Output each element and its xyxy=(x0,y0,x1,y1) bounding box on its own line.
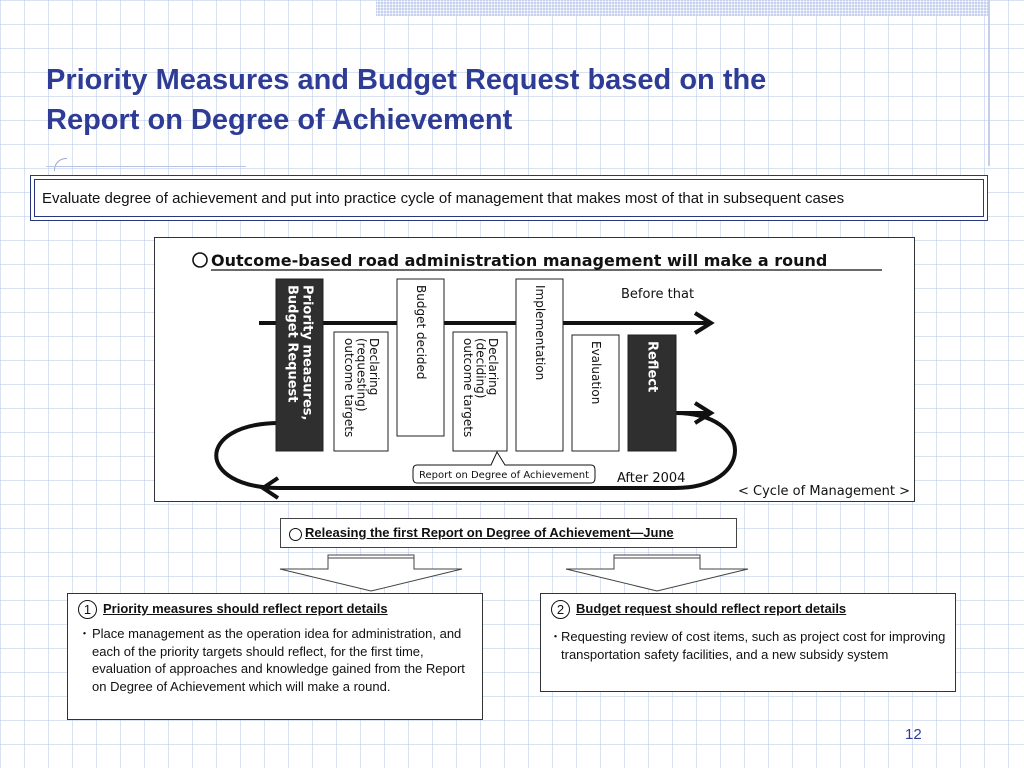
title-underline xyxy=(46,166,246,167)
decorative-line xyxy=(988,0,990,166)
panel-1-heading-text: Priority measures should reflect report details xyxy=(103,600,388,616)
panel-1-number: 1 xyxy=(78,600,97,619)
panel-2-body xyxy=(549,628,947,663)
cycle-step-label: Reflect xyxy=(644,341,660,393)
panel-2-bullet: ・ xyxy=(549,629,563,644)
panel-priority-measures xyxy=(67,593,483,720)
before-label: Before that xyxy=(621,287,695,302)
panel-1-body xyxy=(78,625,473,695)
panel-1-heading xyxy=(78,600,388,619)
title-line-1: Priority Measures and Budget Request based on the xyxy=(46,64,767,96)
panel-2-text: Requesting review of cost items, such as project cost for improving transportation safety facilities, and a new subsidy system xyxy=(561,629,946,662)
cycle-step-label: outcome targets xyxy=(461,338,475,438)
down-arrow-left-icon xyxy=(276,553,466,593)
report-bubble-text: Report on Degree of Achievement xyxy=(419,470,590,481)
title-line-2: Report on Degree of Achievement xyxy=(46,104,513,136)
page-number: 12 xyxy=(905,726,922,743)
summary-banner xyxy=(30,175,988,221)
cycle-step-label: Budget Request xyxy=(284,285,300,403)
decorative-band xyxy=(376,0,988,16)
decorative-curl xyxy=(54,158,67,171)
cycle-caption: < Cycle of Management > xyxy=(738,484,911,499)
cycle-step-label: Declaring xyxy=(486,338,500,396)
release-text: Releasing the first Report on Degree of Achievement—June xyxy=(305,525,674,540)
cycle-step-label: Evaluation xyxy=(589,341,603,405)
panel-1-text: Place management as the operation idea for administration, and each of the priority targets should reflect, for the first time, evaluation of approaches and knowledge gained from the Report on Degree of Achievement which will make a round. xyxy=(92,626,465,694)
slide-title xyxy=(46,60,946,140)
cycle-step-label: Priority measures, xyxy=(299,285,315,421)
release-box xyxy=(280,518,737,548)
cycle-step-label: outcome targets xyxy=(342,338,356,438)
release-circle-icon xyxy=(289,528,302,541)
cycle-step-label: Declaring xyxy=(367,338,381,396)
cycle-step-label: (deciding) xyxy=(473,338,488,399)
after-label: After 2004 xyxy=(617,471,686,486)
down-arrow-right-icon xyxy=(562,553,752,593)
cycle-diagram-svg xyxy=(155,238,916,503)
cycle-step-label: Budget decided xyxy=(414,285,428,380)
panel-budget-request xyxy=(540,593,956,692)
panel-2-heading xyxy=(551,600,846,619)
cycle-step-label: (requesting) xyxy=(354,338,369,412)
cycle-heading: Outcome-based road administration management will make a round xyxy=(211,251,828,270)
summary-banner-text: Evaluate degree of achievement and put into practice cycle of management that makes most of that in subsequent cases xyxy=(34,179,984,217)
management-cycle-diagram xyxy=(154,237,915,502)
heading-circle xyxy=(193,253,207,267)
panel-1-bullet: ・ xyxy=(78,626,92,641)
panel-2-heading-text: Budget request should reflect report details xyxy=(576,600,847,616)
cycle-step-label: Implementation xyxy=(533,285,547,381)
panel-2-number: 2 xyxy=(551,600,570,619)
cycle-steps xyxy=(276,279,676,451)
